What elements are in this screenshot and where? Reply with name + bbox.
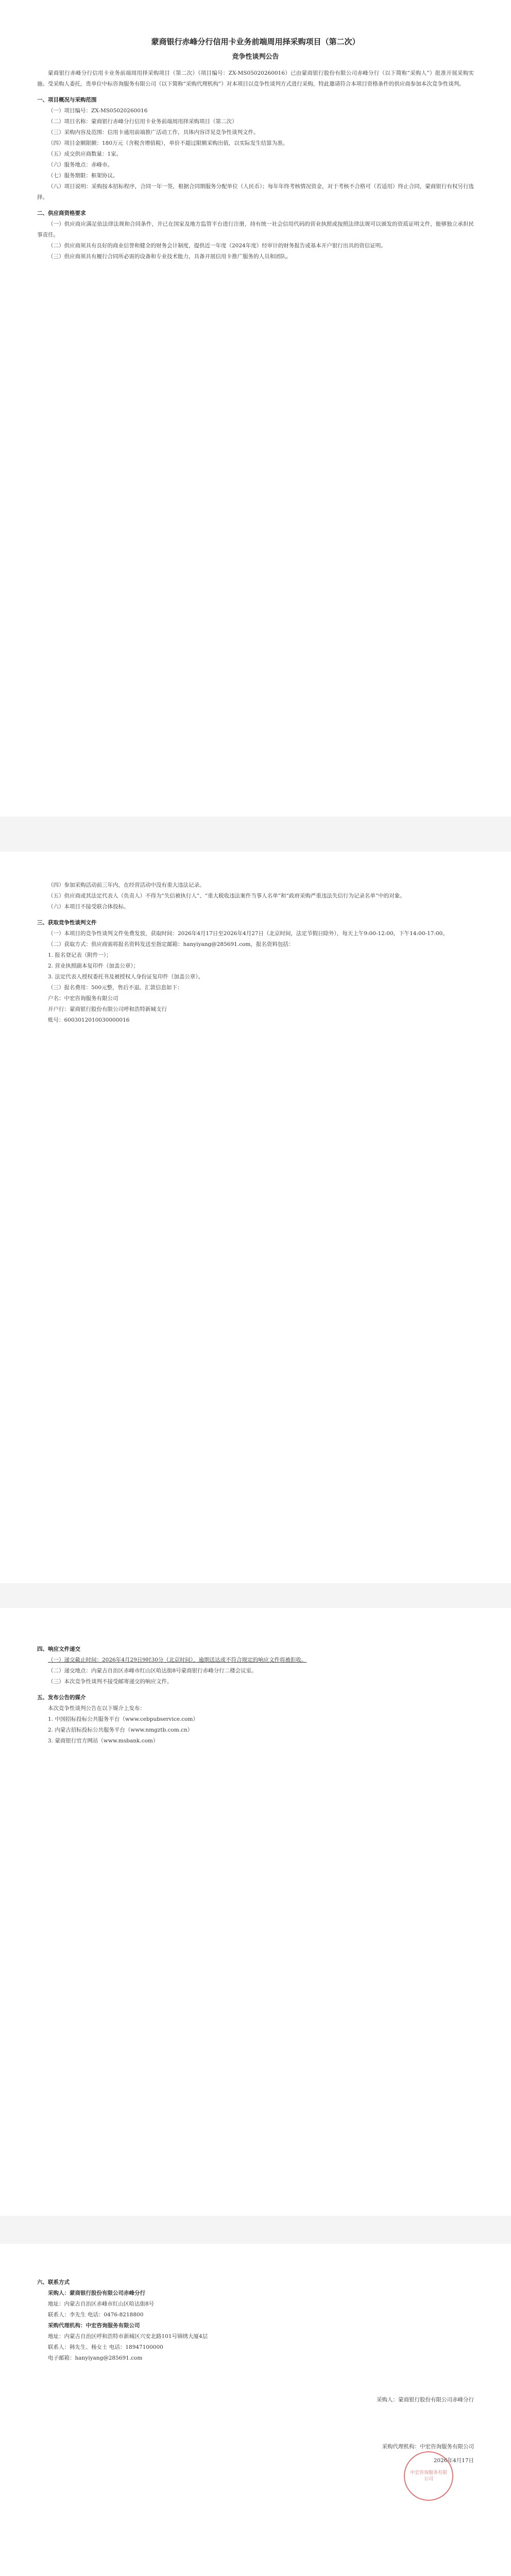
seal-text: 中宏咨询服务有限公司 — [410, 2470, 448, 2482]
section-line: （四）参加采购活动前三年内，在经营活动中没有重大违法记录。 — [48, 882, 205, 888]
document-page-1 — [0, 0, 511, 817]
media-link[interactable]: 2. 内蒙古招标投标公共服务平台（www.nmgztb.com.cn） — [48, 1727, 193, 1733]
section-title: 三、获取竞争性谈判文件 — [37, 920, 97, 926]
document-page-4 — [0, 2244, 511, 2576]
contact-line: 地址：内蒙古自治区呼和浩特市新城区兴安北路101号锦绣大厦4层 — [48, 2333, 208, 2340]
section-line: （二）获取方式：供应商需将报名资料发送至指定邮箱：hanyiyang@285691.com，报名资料包括： — [48, 941, 294, 947]
signature-buyer: 采购人：蒙商银行股份有限公司赤峰分行 — [377, 2397, 474, 2403]
section-line: 3. 法定代表人授权委托书及被授权人身份证复印件（加盖公章）。 — [48, 974, 204, 980]
section-line: （三）供应商须具有履行合同所必需的设备和专业技术能力，具备开展信用卡推广服务的人员和团队。 — [48, 253, 292, 260]
section-line: （一）供应商应满足依法律法规和合同条件，并已在国家及地方监管平台进行注册，持有统一社会信用代码的营业执照或按照法律法规可以颁发的资质证明文件，能够独立承担民事责任。 — [37, 221, 474, 238]
section-title: 一、项目概况与采购范围 — [37, 97, 97, 103]
payment-bank: 开户行：蒙商银行股份有限公司呼和浩特新城支行 — [48, 1006, 167, 1012]
section-line: （二）供应商须具有良好的商业信誉和健全的财务会计制度，提供近一年度（2024年度）经审计的财务报告或基本开户银行出具的资信证明。 — [48, 243, 386, 249]
section-line: （一）本项目的竞争性谈判文件免费发放，获取时间：2026年4月17日至2026年4月27日（北京时间，法定节假日除外），每天上午9:00-12:00，下午14:00-17:00。 — [48, 930, 448, 937]
section-line: （五）供应商或其法定代表人（负责人）不得为“失信被执行人”、“重大税收违法案件当事人名单”和“政府采购严重违法失信行为记录名单”中的对象。 — [48, 893, 405, 899]
document-page-2 — [0, 852, 511, 1583]
section-line: （六）本项目不接受联合体投标。 — [48, 904, 129, 910]
section-line: 1. 报名登记表（附件一）； — [48, 952, 112, 958]
document-title: 蒙商银行赤峰分行信用卡业务前端周用择采购项目（第二次） — [151, 37, 360, 46]
signature-date: 2026年4月17日 — [433, 2458, 474, 2464]
contact-line: 采购人：蒙商银行股份有限公司赤峰分行 — [48, 2290, 145, 2296]
section-line: （二）项目名称：蒙商银行赤峰分行信用卡业务前端周用择采购项目（第二次） — [48, 118, 237, 125]
document-page-3 — [0, 1608, 511, 2216]
section-line: （七）服务期限：框架协议。 — [48, 173, 118, 179]
contact-line: 地址：内蒙古自治区赤峰市红山区哈达街8号 — [48, 2301, 155, 2307]
page-gap — [0, 817, 511, 852]
intro-paragraph: 蒙商银行赤峰分行信用卡业务前端周用择采购项目（第二次）（项目编号：ZX-MS05020260016）已由蒙商银行股份有限公司赤峰分行（以下简称“采购人”）批准开展采购实施。受采购人委托，贵单位中标咨询服务有限公司（以下简称“采购代理机构”）对本项目以竞争性谈判方式进行采购，特此邀请符合本项目资格条件的供应商参加本次竞争性谈判。 — [37, 70, 474, 87]
signature-agent: 采购代理机构：中宏咨询服务有限公司 — [382, 2444, 474, 2450]
signature-block — [37, 2395, 474, 2482]
section-title: 四、响应文件递交 — [37, 1646, 80, 1652]
section-line: （三）本次竞争性谈判不接受邮寄递交的响应文件。 — [48, 1679, 173, 1685]
contact-line: 联系人：李先生 电话：0476-8218800 — [48, 2312, 144, 2318]
section-title: 二、供应商资格要求 — [37, 210, 86, 216]
section-line: （二）递交地点：内蒙古自治区赤峰市红山区哈达街8号蒙商银行赤峰分行二楼会议室。 — [48, 1668, 257, 1674]
contact-line: 采购代理机构：中宏咨询服务有限公司 — [48, 2323, 140, 2329]
section-title: 六、联系方式 — [37, 2279, 70, 2285]
section-line: （三）采购内容及范围：信用卡通用前端推广活动工作，具体内容详见竞争性谈判文件。 — [48, 129, 259, 135]
payment-account-name: 户名：中宏咨询服务有限公司 — [48, 995, 118, 1002]
section-line: （四）项目金额限额：180万元（含税含增值税），单价不超过限额采购出值，以实际发生结算为准。 — [48, 140, 288, 146]
media-link[interactable]: 3. 蒙商银行官方网站（www.msbank.com） — [48, 1738, 159, 1744]
section-line: （八）项目说明：采购按本招标程序，合同一年一签，根据合同期服务分配单位（人民币）；每年年终考核情况资金，对于考核不合格可（若适用）终止合同，蒙商银行有权另行选择。 — [37, 183, 474, 200]
contact-line: 联系人：韩先生、杨女士 电话：18947100000 — [48, 2344, 163, 2350]
section-line: （三）报名费用：500元整，售后不退。汇款信息如下： — [48, 985, 183, 991]
page-gap — [0, 1583, 511, 1608]
payment-account-number: 账号：6003012010030000016 — [48, 1017, 130, 1023]
page-gap — [0, 2216, 511, 2244]
document-subtitle: 竞争性谈判公告 — [232, 53, 279, 61]
contact-email[interactable]: 电子邮箱：hanyiyang@285691.com — [48, 2355, 143, 2361]
section-line: 本次竞争性谈判公告在以下媒介上发布： — [48, 1705, 145, 1711]
section-line: （五）成交供应商数量：1家。 — [48, 151, 122, 157]
section-title: 五、发布公告的媒介 — [37, 1694, 86, 1701]
section-line: 2. 营业执照副本复印件（加盖公章）； — [48, 963, 139, 969]
deadline-line: （一）递交截止时间：2026年4月29日9时30分（北京时间），逾期送达或不符合规定的响应文件将被拒收。 — [48, 1657, 307, 1663]
section-line: （一）项目编号：ZX-MS05020260016 — [48, 108, 148, 114]
section-line: （六）服务地点：赤峰市。 — [48, 162, 113, 168]
company-seal — [404, 2451, 453, 2501]
media-link[interactable]: 1. 中国招标投标公共服务平台（www.cebpubservice.com） — [48, 1716, 198, 1722]
